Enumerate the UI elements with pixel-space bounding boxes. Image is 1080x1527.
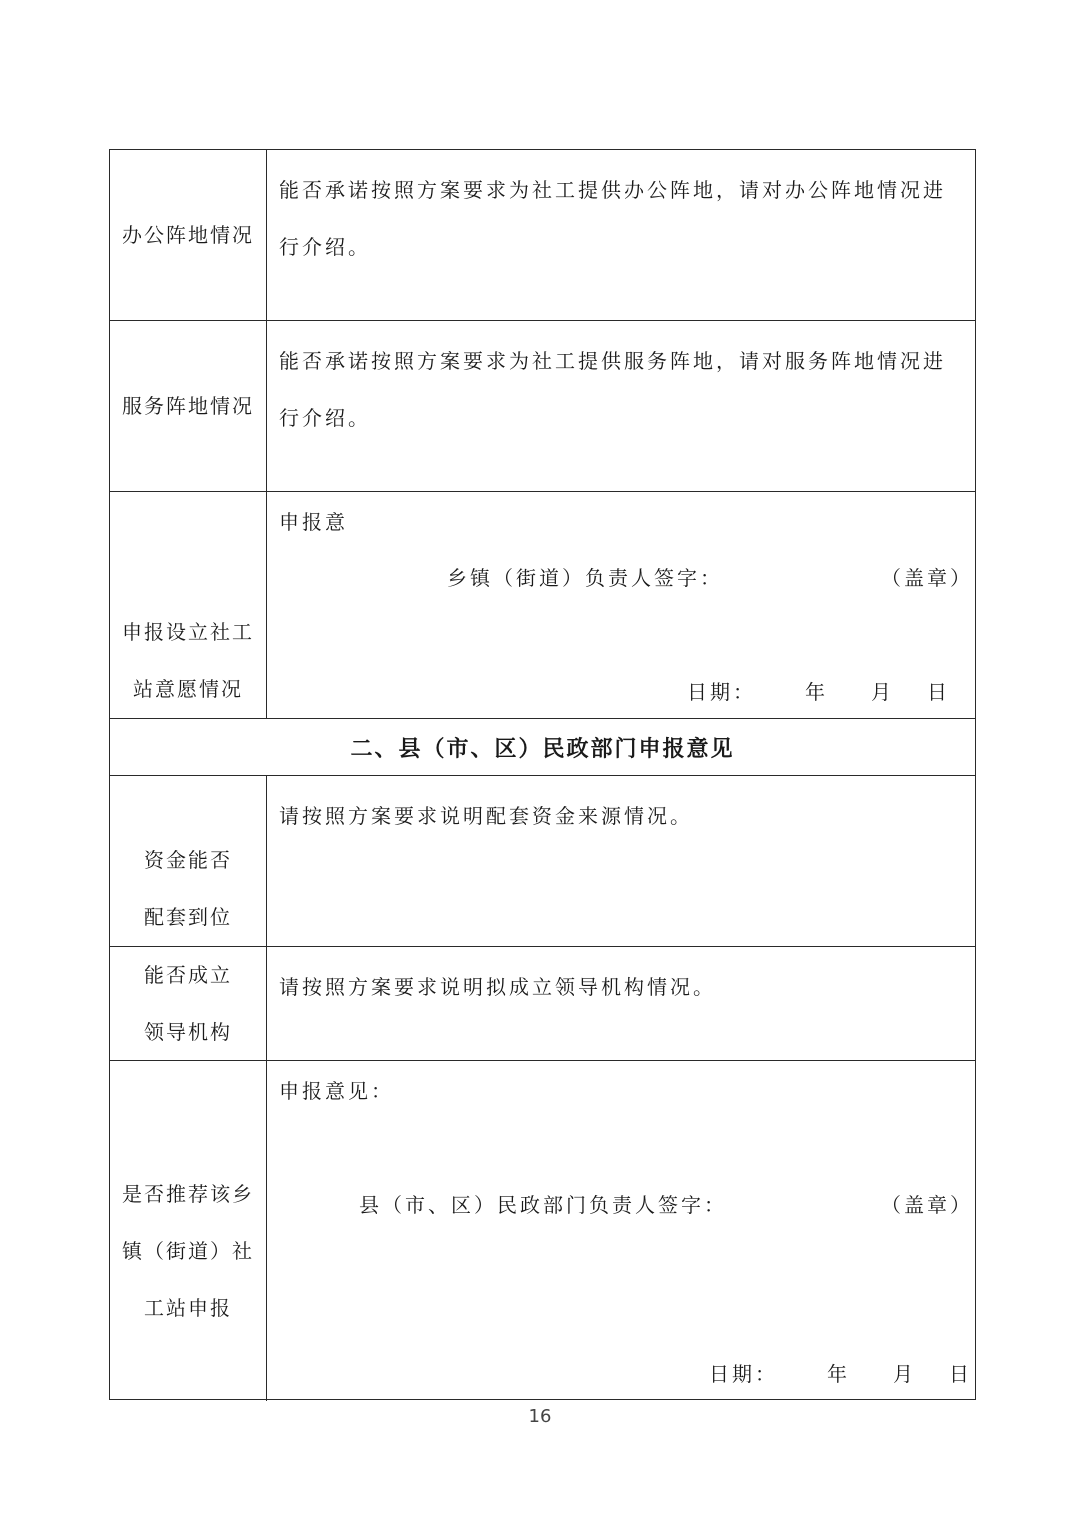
label-office-space-text: 办公阵地情况	[122, 222, 254, 247]
row-recommendation	[110, 1061, 975, 1401]
recommendation-date-label: 日期：	[709, 1362, 778, 1386]
cell-office-space[interactable]	[267, 150, 975, 320]
label-willingness-line2: 站意愿情况	[133, 677, 243, 701]
cell-funds[interactable]	[267, 776, 975, 946]
cell-service-space[interactable]	[267, 321, 975, 491]
willingness-opinion-label: 申报意	[279, 510, 348, 534]
willingness-month-label: 月	[871, 680, 894, 704]
funds-instructions: 请按照方案要求说明配套资金来源情况。	[279, 804, 693, 828]
label-leadership-line2: 领导机构	[144, 1019, 232, 1044]
willingness-year-label: 年	[805, 680, 828, 704]
label-service-space	[110, 321, 267, 491]
recommendation-day-label: 日	[949, 1362, 972, 1386]
civil-affairs-signature-label: 县（市、区）民政部门负责人签字：	[359, 1193, 727, 1217]
label-funds-line1: 资金能否	[144, 848, 232, 872]
label-service-space-text: 服务阵地情况	[122, 393, 254, 418]
cell-recommendation[interactable]	[267, 1061, 975, 1401]
page-number: 16	[528, 1406, 552, 1427]
recommendation-opinion-label: 申报意见：	[279, 1079, 394, 1103]
service-space-instructions: 能否承诺按照方案要求为社工提供服务阵地，请对服务阵地情况进行介绍。	[279, 349, 946, 430]
label-funds	[110, 776, 267, 946]
cell-willingness[interactable]	[267, 492, 975, 718]
row-service-space	[110, 321, 975, 492]
label-willingness-line1: 申报设立社工	[122, 620, 254, 644]
application-form-table	[109, 149, 976, 1400]
label-office-space	[110, 150, 267, 320]
section-2-title: 二、县（市、区）民政部门申报意见	[350, 736, 735, 762]
label-willingness	[110, 492, 267, 718]
willingness-date-label: 日期：	[687, 680, 756, 704]
label-recommendation	[110, 1061, 267, 1401]
label-funds-line2: 配套到位	[144, 905, 232, 929]
label-recommendation-line1: 是否推荐该乡	[122, 1181, 254, 1206]
township-signature-label: 乡镇（街道）负责人签字：	[447, 566, 723, 590]
row-office-space	[110, 150, 975, 321]
section-2-header-row	[110, 719, 975, 776]
leadership-instructions: 请按照方案要求说明拟成立领导机构情况。	[279, 975, 716, 999]
civil-affairs-seal-label: （盖章）	[881, 1193, 973, 1217]
recommendation-month-label: 月	[893, 1362, 916, 1386]
label-recommendation-line2: 镇（街道）社	[122, 1238, 254, 1263]
cell-leadership[interactable]	[267, 947, 975, 1060]
row-funds	[110, 776, 975, 947]
office-space-instructions: 能否承诺按照方案要求为社工提供办公阵地，请对办公阵地情况进行介绍。	[279, 178, 946, 259]
label-leadership	[110, 947, 267, 1060]
row-leadership	[110, 947, 975, 1061]
willingness-day-label: 日	[927, 680, 950, 704]
label-leadership-line1: 能否成立	[144, 962, 232, 987]
label-recommendation-line3: 工站申报	[144, 1295, 232, 1320]
row-willingness	[110, 492, 975, 719]
recommendation-year-label: 年	[827, 1362, 850, 1386]
township-seal-label: （盖章）	[881, 566, 973, 590]
